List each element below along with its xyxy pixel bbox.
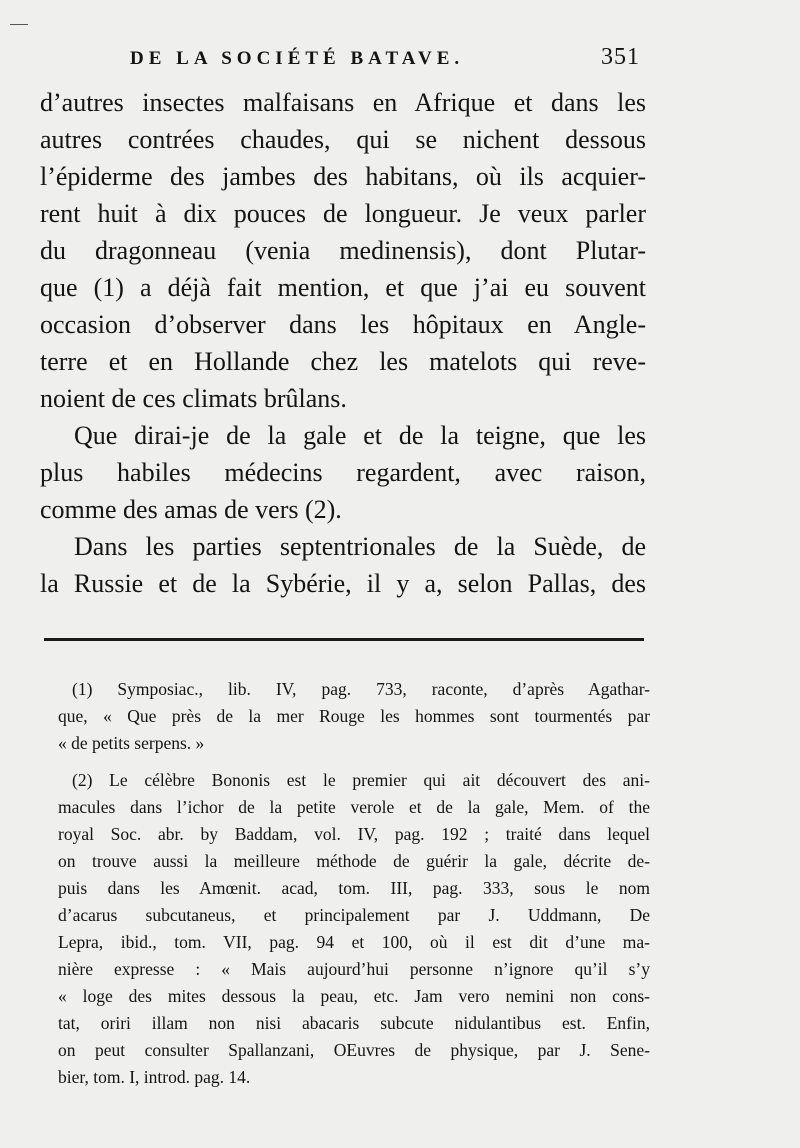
body-line: Dans les parties septentrionales de la Suède, de [74, 532, 646, 561]
body-line: autres contrées chaudes, qui se nichent dessous [40, 125, 646, 154]
body-line: Que dirai-je de la gale et de la teigne, que les [74, 421, 646, 450]
body-text [40, 84, 646, 602]
body-line: occasion d’observer dans les hôpitaux en Angle- [40, 310, 646, 339]
body-line: plus habiles médecins regardent, avec raison, [40, 458, 646, 487]
body-line: l’épiderme des jambes des habitans, où ils acquier- [40, 162, 646, 191]
footnote-line: macules dans l’ichor de la petite verole et de la gale, Mem. of the [58, 797, 650, 817]
footnote-2 [58, 767, 650, 1091]
footnote-line: « loge des mites dessous la peau, etc. Jam vero nemini non cons- [58, 986, 650, 1006]
body-line: la Russie et de la Sybérie, il y a, selon Pallas, des [40, 569, 646, 598]
body-line: d’autres insectes malfaisans en Afrique et dans les [40, 88, 646, 117]
body-line: rent huit à dix pouces de longueur. Je veux parler [40, 199, 646, 228]
footnote-line: que, « Que près de la mer Rouge les hommes sont tourmentés par [58, 706, 650, 726]
footnote-line: (1) Symposiac., lib. IV, pag. 733, raconte, d’après Agathar- [72, 679, 650, 699]
body-line: noient de ces climats brûlans. [40, 384, 347, 413]
footnote-gap [58, 757, 650, 767]
footnote-line: d’acarus subcutaneus, et principalement par J. Uddmann, De [58, 905, 650, 925]
footnotes [58, 676, 650, 1091]
footnote-line: on trouve aussi la meilleure méthode de guérir la gale, décrite de- [58, 851, 650, 871]
running-head: DE LA SOCIÉTÉ BATAVE. [130, 48, 465, 69]
footnote-line: royal Soc. abr. by Baddam, vol. IV, pag. 192 ; traité dans lequel [58, 824, 650, 844]
footnote-line: (2) Le célèbre Bononis est le premier qui ait découvert des ani- [72, 770, 650, 790]
footnote-line: on peut consulter Spallanzani, OEuvres de physique, par J. Sene- [58, 1040, 650, 1060]
footnote-rule [44, 638, 644, 641]
footnote-line: tat, oriri illam non nisi abacaris subcute nidulantibus est. Enfin, [58, 1013, 650, 1033]
body-line: que (1) a déjà fait mention, et que j’ai eu souvent [40, 273, 646, 302]
footnote-line: « de petits serpens. » [58, 733, 205, 753]
footnote-line: bier, tom. I, introd. pag. 14. [58, 1067, 251, 1087]
body-line: du dragonneau (venia medinensis), dont Plutar- [40, 236, 646, 265]
footnote-line: Lepra, ibid., tom. VII, pag. 94 et 100, où il est dit d’une ma- [58, 932, 650, 952]
page-header [130, 44, 640, 71]
body-line: comme des amas de vers (2). [40, 495, 342, 524]
page-number: 351 [601, 44, 640, 70]
footnote-line: puis dans les Amœnit. acad, tom. III, pag. 333, sous le nom [58, 878, 650, 898]
footnote-1 [58, 676, 650, 757]
footnote-line: nière expresse : « Mais aujourd’hui personne n’ignore qu’il s’y [58, 959, 650, 979]
corner-mark [10, 24, 28, 25]
body-line: terre et en Hollande chez les matelots qui reve- [40, 347, 646, 376]
